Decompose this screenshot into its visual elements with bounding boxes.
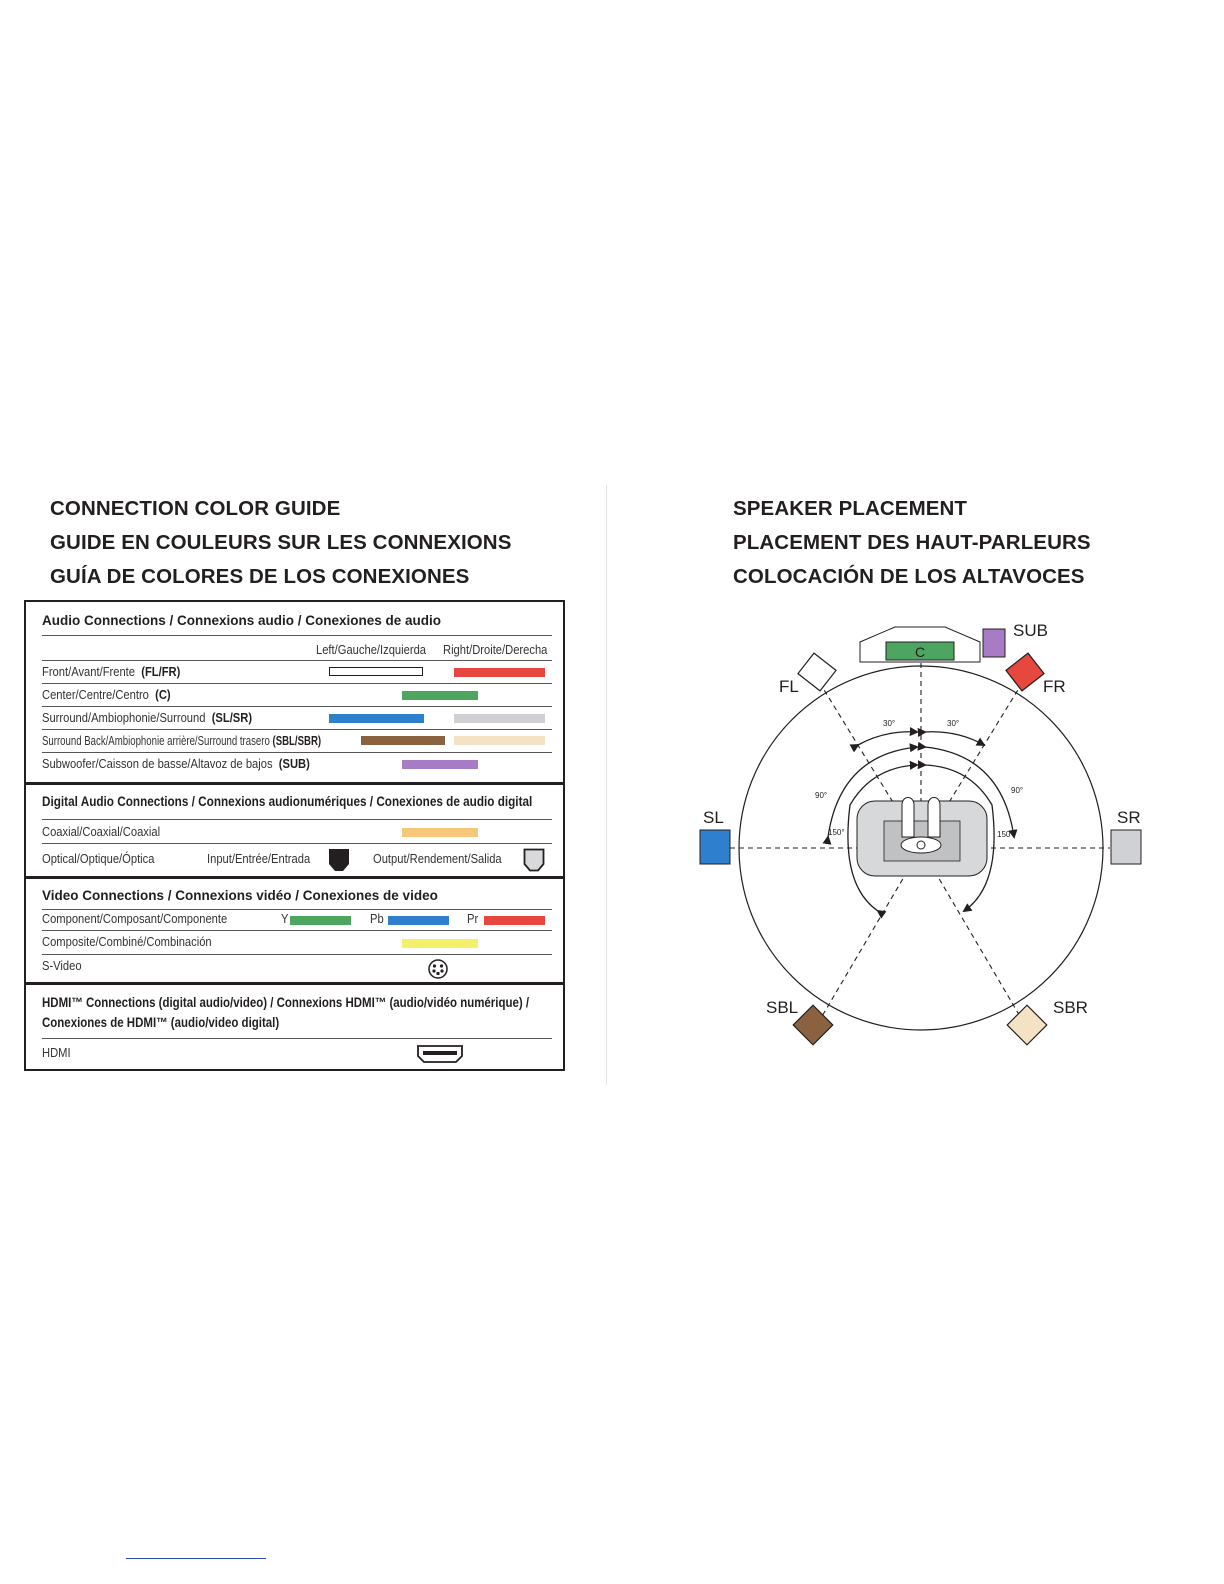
row-divider [42, 819, 552, 820]
front-left-label: FL [779, 677, 799, 696]
surround-back-left-speaker [793, 1005, 833, 1045]
front-right-swatch [454, 668, 545, 677]
component-pr-label: Pr [467, 911, 479, 926]
front-right-label: FR [1043, 677, 1066, 696]
component-pb-swatch [388, 916, 449, 925]
component-y-label: Y [281, 911, 289, 926]
listener-seat [857, 798, 987, 877]
speaker-placement-diagram [690, 605, 1160, 1055]
row-divider [42, 1038, 552, 1039]
placement-heading-en: SPEAKER PLACEMENT [733, 497, 968, 520]
arc-30-left [858, 732, 917, 745]
angle-30-right-label: 30° [947, 719, 960, 728]
section-divider [26, 982, 563, 985]
row-divider [42, 954, 552, 955]
surround-left-speaker [700, 830, 730, 864]
video-row-composite: Composite/Combiné/Combinación [42, 934, 212, 949]
hdmi-row-label: HDMI [42, 1045, 71, 1060]
row-divider [42, 635, 552, 636]
surround-back-right-label: SBR [1053, 998, 1088, 1017]
center-speaker-label: C [914, 644, 926, 660]
coaxial-swatch [402, 828, 478, 837]
subwoofer-speaker [983, 629, 1005, 657]
row-divider [42, 683, 552, 684]
audio-row-subwoofer: Subwoofer/Caisson de basse/Altavoz de bajos (SUB) [42, 756, 310, 771]
video-row-component: Component/Composant/Componente [42, 911, 228, 926]
digital-section-title: Digital Audio Connections / Connexions audionumériques / Conexiones de audio digital [42, 794, 533, 809]
video-row-svideo: S-Video [42, 958, 82, 973]
angle-90-left-label: 90° [815, 791, 828, 800]
audio-col-left: Left/Gauche/Izquierda [316, 642, 427, 657]
surround-left-label: SL [703, 808, 724, 827]
audio-row-surround: Surround/Ambiophonie/Surround (SL/SR) [42, 710, 253, 725]
section-divider [26, 876, 563, 879]
placement-heading-es: COLOCACIÓN DE LOS ALTAVOCES [733, 565, 1085, 588]
guide-heading-en: CONNECTION COLOR GUIDE [50, 497, 341, 520]
hdmi-connector-icon [416, 1044, 464, 1064]
optical-output-label: Output/Rendement/Salida [373, 851, 502, 866]
audio-row-surround-back: Surround Back/Ambiophonie arrière/Surround trasero (SBL/SBR) [42, 733, 322, 748]
digital-row-coaxial: Coaxial/Coaxial/Coaxial [42, 824, 161, 839]
optical-input-port-icon [328, 848, 350, 872]
front-left-swatch [329, 667, 423, 676]
hdmi-section-title-line1: HDMI™ Connections (digital audio/video) / Connexions HDMI™ (audio/vidéo numérique) / [42, 995, 530, 1010]
front-right-speaker [1006, 653, 1044, 691]
hdmi-section-title-line2: Conexiones de HDMI™ (audio/video digital) [42, 1015, 280, 1030]
page-divider [606, 485, 607, 1085]
audio-row-center: Center/Centre/Centro (C) [42, 687, 171, 702]
digital-row-optical: Optical/Optique/Óptica [42, 851, 155, 866]
video-section-title: Video Connections / Connexions vidéo / Conexiones de video [42, 888, 438, 903]
angle-30-left-label: 30° [883, 719, 896, 728]
placement-heading-fr: PLACEMENT DES HAUT-PARLEURS [733, 531, 1091, 554]
optical-input-label: Input/Entrée/Entrada [207, 851, 311, 866]
optical-output-port-icon [523, 848, 545, 872]
surround-right-label: SR [1117, 808, 1141, 827]
row-divider [42, 729, 552, 730]
row-divider [42, 660, 552, 661]
center-swatch [402, 691, 478, 700]
component-pb-label: Pb [370, 911, 384, 926]
subwoofer-swatch [402, 760, 478, 769]
connection-color-guide-table [24, 600, 565, 1071]
surround-left-swatch [329, 714, 424, 723]
row-divider [42, 843, 552, 844]
front-left-speaker [798, 653, 836, 691]
arc-30-right [925, 732, 984, 745]
row-divider [42, 909, 552, 910]
row-divider [42, 752, 552, 753]
surround-back-right-speaker [1007, 1005, 1047, 1045]
audio-col-right: Right/Droite/Derecha [443, 642, 548, 657]
surround-right-speaker [1111, 830, 1141, 864]
subwoofer-label: SUB [1013, 621, 1048, 640]
surround-back-left-swatch [361, 736, 445, 745]
section-divider [26, 782, 563, 785]
surround-back-right-swatch [454, 736, 545, 745]
svideo-connector-icon [427, 958, 449, 980]
guide-heading-es: GUÍA DE COLORES DE LOS CONEXIONES [50, 565, 470, 588]
composite-swatch [402, 939, 478, 948]
audio-section-title: Audio Connections / Connexions audio / Conexiones de audio [42, 613, 442, 628]
row-divider [42, 930, 552, 931]
angle-90-right-label: 90° [1011, 786, 1024, 795]
angle-150-left-label: 150° [828, 828, 845, 837]
surround-right-swatch [454, 714, 545, 723]
component-pr-swatch [484, 916, 545, 925]
angle-150-right-label: 150° [997, 830, 1014, 839]
surround-back-left-label: SBL [766, 998, 799, 1017]
audio-row-front: Front/Avant/Frente (FL/FR) [42, 664, 181, 679]
row-divider [42, 706, 552, 707]
guide-heading-fr: GUIDE EN COULEURS SUR LES CONNEXIONS [50, 531, 512, 554]
footer-rule [126, 1558, 266, 1559]
component-y-swatch [290, 916, 351, 925]
